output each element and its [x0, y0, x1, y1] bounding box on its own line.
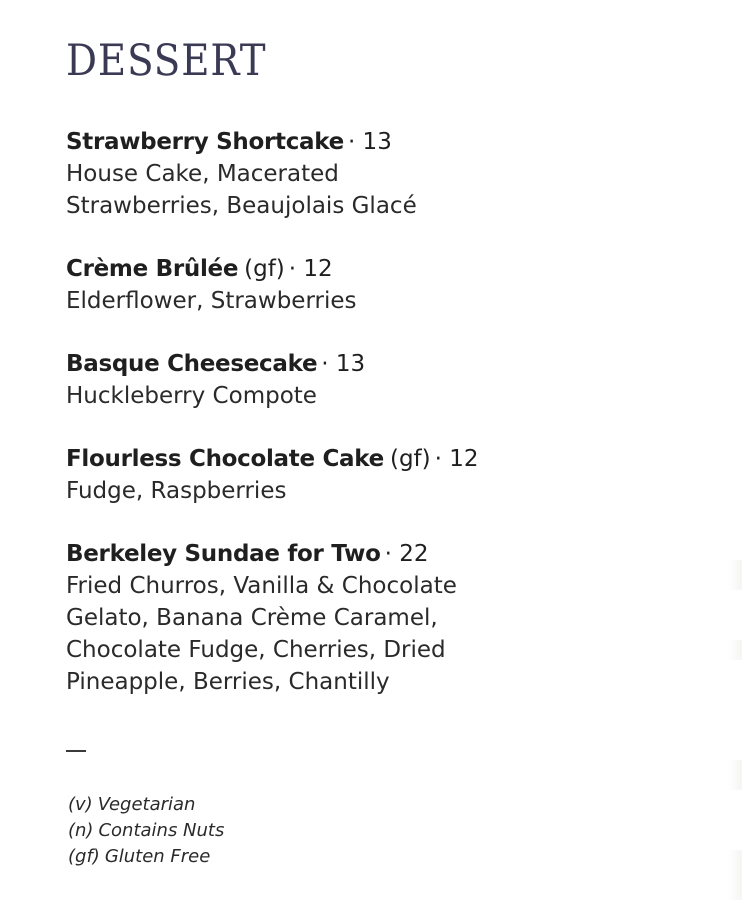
page-edge-shadow: [728, 640, 742, 660]
legend-label: Contains Nuts: [98, 820, 225, 841]
menu-item: [66, 443, 586, 507]
menu-item-heading: [66, 538, 586, 570]
menu-item-name: Basque Cheesecake: [66, 351, 318, 377]
legend-label: Gluten Free: [104, 846, 211, 867]
menu-item-price: · 13: [347, 129, 392, 155]
legend-code: (n): [68, 820, 94, 841]
menu-items-list: [66, 126, 586, 729]
dietary-legend: [68, 792, 224, 870]
menu-item-dietary-tag: (gf): [244, 256, 285, 282]
menu-item: [66, 348, 586, 412]
menu-item-price: · 22: [384, 541, 429, 567]
menu-item-price: · 12: [434, 446, 479, 472]
menu-item-name: Strawberry Shortcake: [66, 129, 344, 155]
menu-item: [66, 126, 586, 222]
legend-code: (gf): [68, 846, 100, 867]
legend-item-vegetarian: [68, 792, 224, 818]
page-edge-shadow: [728, 760, 742, 790]
menu-item-description: Elderflower, Strawberries: [66, 288, 357, 314]
legend-label: Vegetarian: [97, 794, 196, 815]
menu-item-heading: [66, 443, 586, 475]
menu-item: [66, 253, 586, 317]
menu-item-heading: [66, 126, 586, 158]
page-edge-shadow: [728, 560, 742, 590]
legend-code: (v): [68, 794, 93, 815]
menu-item-name: Crème Brûlée: [66, 256, 239, 282]
menu-item-description: Fried Churros, Vanilla & Chocolate Gelato, Banana Crème Caramel, Chocolate Fudge, Cherries, Dried Pineapple, Berries, Chantilly: [66, 573, 457, 695]
menu-item-price: · 13: [321, 351, 366, 377]
menu-item: [66, 538, 586, 698]
menu-title: DESSERT: [66, 36, 267, 86]
legend-item-gluten-free: [68, 844, 224, 870]
menu-item-name: Flourless Chocolate Cake: [66, 446, 384, 472]
menu-item-heading: [66, 253, 586, 285]
section-divider: [66, 750, 86, 752]
menu-item-name: Berkeley Sundae for Two: [66, 541, 381, 567]
menu-item-description: Huckleberry Compote: [66, 383, 317, 409]
menu-item-heading: [66, 348, 586, 380]
page-edge-shadow: [728, 850, 742, 900]
menu-item-price: · 12: [288, 256, 333, 282]
menu-item-description: Fudge, Raspberries: [66, 478, 287, 504]
menu-item-dietary-tag: (gf): [389, 446, 431, 472]
legend-item-contains-nuts: [68, 818, 224, 844]
menu-item-description: House Cake, Macerated Strawberries, Beaujolais Glacé: [66, 161, 417, 219]
